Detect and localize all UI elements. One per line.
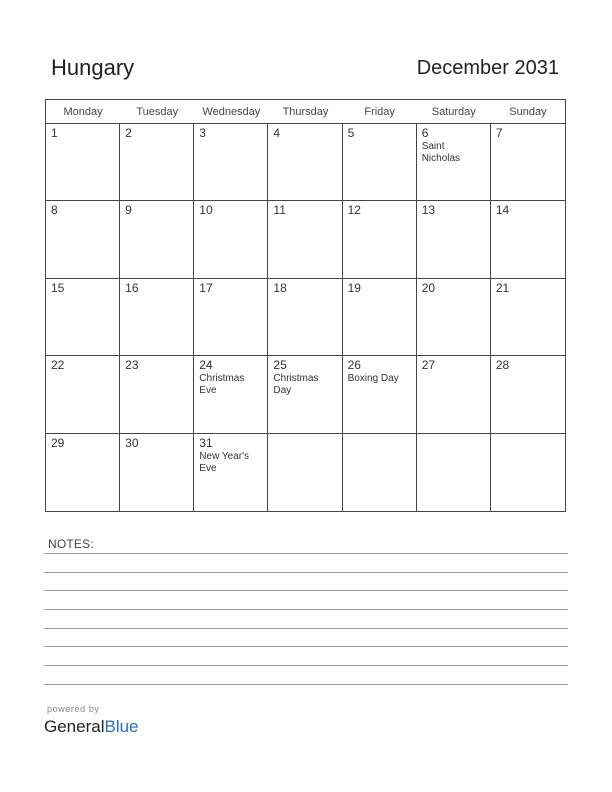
note-line bbox=[44, 609, 568, 610]
empty-day-cell bbox=[268, 434, 342, 511]
country-title: Hungary bbox=[51, 55, 135, 80]
day-cell-2 bbox=[120, 124, 194, 201]
holiday-label: New Year's Eve bbox=[199, 450, 249, 474]
day-number: 13 bbox=[421, 203, 436, 218]
holiday-label: Christmas Eve bbox=[199, 373, 245, 397]
day-cell-14 bbox=[491, 201, 565, 278]
weekday-header-saturday: Saturday bbox=[417, 100, 491, 124]
note-line bbox=[44, 572, 568, 573]
note-line bbox=[44, 684, 568, 685]
day-number: 9 bbox=[125, 203, 132, 218]
note-line bbox=[44, 665, 568, 666]
day-cell-26 bbox=[343, 356, 417, 433]
day-number: 7 bbox=[495, 126, 503, 140]
empty-day-cell bbox=[343, 434, 417, 511]
day-number: 21 bbox=[495, 280, 510, 295]
weekday-header-thursday: Thursday bbox=[268, 100, 342, 124]
day-cell-28 bbox=[491, 356, 565, 433]
day-cell-11 bbox=[268, 201, 342, 278]
day-number: 24 bbox=[199, 358, 213, 373]
day-cell-25 bbox=[268, 356, 342, 433]
day-cell-15 bbox=[46, 279, 120, 356]
day-cell-22 bbox=[46, 356, 120, 433]
day-number: 19 bbox=[347, 280, 361, 295]
day-cell-19 bbox=[343, 279, 417, 356]
day-number: 2 bbox=[125, 126, 132, 140]
day-cell-13 bbox=[417, 201, 491, 278]
day-number: 28 bbox=[495, 358, 510, 373]
day-cell-4 bbox=[268, 124, 342, 201]
day-number: 11 bbox=[273, 203, 286, 218]
day-number: 22 bbox=[51, 358, 65, 373]
day-cell-5 bbox=[343, 124, 417, 201]
holiday-label: Saint Nicholas bbox=[421, 141, 461, 164]
note-line bbox=[44, 628, 568, 629]
day-number: 5 bbox=[347, 126, 355, 140]
day-cell-31 bbox=[194, 434, 268, 511]
day-number: 30 bbox=[125, 435, 139, 450]
day-cell-10 bbox=[194, 201, 268, 278]
day-cell-8 bbox=[46, 201, 120, 278]
day-number: 14 bbox=[495, 203, 510, 218]
day-cell-9 bbox=[120, 201, 194, 278]
day-number: 12 bbox=[347, 203, 361, 218]
generalblue-logo[interactable] bbox=[44, 717, 139, 737]
day-number: 27 bbox=[421, 358, 436, 373]
day-cell-3 bbox=[194, 124, 268, 201]
day-number: 8 bbox=[51, 203, 58, 218]
day-number: 16 bbox=[125, 280, 139, 295]
day-cell-27 bbox=[417, 356, 491, 433]
note-line bbox=[44, 590, 568, 591]
empty-day-cell bbox=[417, 434, 491, 511]
note-line bbox=[44, 553, 568, 554]
day-cell-20 bbox=[417, 279, 491, 356]
day-cell-6 bbox=[417, 124, 491, 201]
day-cell-12 bbox=[343, 201, 417, 278]
day-cell-1 bbox=[46, 124, 120, 201]
weekday-header-wednesday: Wednesday bbox=[194, 100, 268, 124]
powered-by-text: powered by bbox=[47, 704, 100, 714]
day-number: 23 bbox=[125, 358, 139, 373]
weekday-header-monday: Monday bbox=[46, 100, 120, 124]
day-number: 15 bbox=[51, 280, 65, 295]
empty-day-cell bbox=[491, 434, 565, 511]
holiday-label: Boxing Day bbox=[347, 373, 399, 385]
day-number: 29 bbox=[51, 435, 65, 450]
day-cell-23 bbox=[120, 356, 194, 433]
month-year-title: December 2031 bbox=[416, 57, 559, 79]
day-number: 20 bbox=[421, 280, 436, 295]
day-number: 17 bbox=[199, 280, 213, 295]
day-number: 10 bbox=[199, 203, 213, 218]
day-cell-30 bbox=[120, 434, 194, 511]
weekday-header-sunday: Sunday bbox=[491, 100, 565, 124]
day-cell-7 bbox=[491, 124, 565, 201]
day-number: 25 bbox=[273, 358, 287, 373]
day-number: 3 bbox=[199, 126, 206, 140]
notes-label: NOTES: bbox=[48, 537, 94, 551]
weekday-header-friday: Friday bbox=[343, 100, 417, 124]
day-number: 1 bbox=[51, 126, 58, 140]
day-cell-24 bbox=[194, 356, 268, 433]
day-number: 26 bbox=[347, 358, 361, 373]
day-cell-17 bbox=[194, 279, 268, 356]
holiday-label: Christmas Day bbox=[273, 373, 319, 397]
day-cell-18 bbox=[268, 279, 342, 356]
brand-blue-text: Blue bbox=[104, 717, 139, 736]
day-number: 31 bbox=[199, 435, 213, 450]
brand-general-text: General bbox=[44, 717, 105, 736]
note-line bbox=[44, 646, 568, 647]
day-cell-16 bbox=[120, 279, 194, 356]
day-number: 6 bbox=[421, 126, 429, 140]
day-number: 18 bbox=[273, 280, 287, 295]
day-number: 4 bbox=[273, 126, 281, 140]
day-cell-29 bbox=[46, 434, 120, 511]
day-cell-21 bbox=[491, 279, 565, 356]
weekday-header-tuesday: Tuesday bbox=[120, 100, 194, 124]
calendar-grid bbox=[45, 99, 566, 512]
